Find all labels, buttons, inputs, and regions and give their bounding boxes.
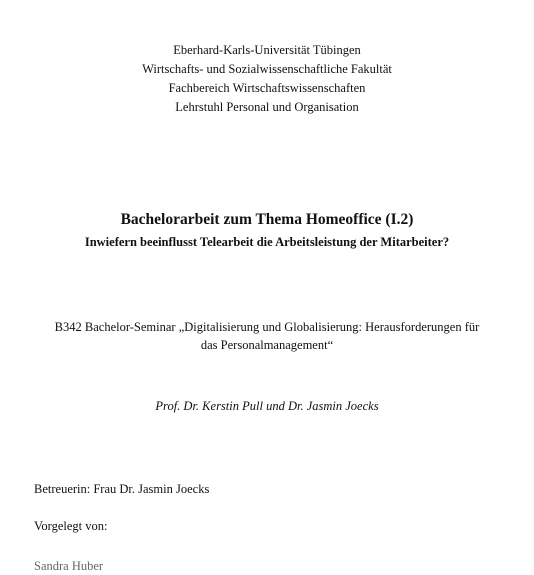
seminar-block (0, 318, 534, 354)
thesis-title: Bachelorarbeit zum Thema Homeoffice (I.2) (120, 211, 414, 228)
supervisor-line: Betreuerin: Frau Dr. Jasmin Joecks (34, 482, 210, 496)
professors-line: Prof. Dr. Kerstin Pull und Dr. Jasmin Joecks (155, 399, 379, 413)
thesis-subtitle: Inwiefern beeinflusst Telearbeit die Arbeitsleistung der Mitarbeiter? (84, 235, 450, 249)
faculty-name: Wirtschafts- und Sozialwissenschaftliche Fakultät (142, 62, 392, 76)
submitted-by-label: Vorgelegt von: (34, 519, 108, 533)
author-name: Sandra Huber (34, 559, 104, 573)
seminar-line-2: das Personalmanagement“ (200, 338, 334, 352)
institution-block (0, 41, 534, 117)
department-name: Fachbereich Wirtschaftswissenschaften (168, 81, 366, 95)
university-name: Eberhard-Karls-Universität Tübingen (173, 43, 361, 57)
seminar-line-1: B342 Bachelor-Seminar „Digitalisierung und Globalisierung: Herausforderungen für (54, 320, 480, 334)
chair-name: Lehrstuhl Personal und Organisation (175, 100, 359, 114)
